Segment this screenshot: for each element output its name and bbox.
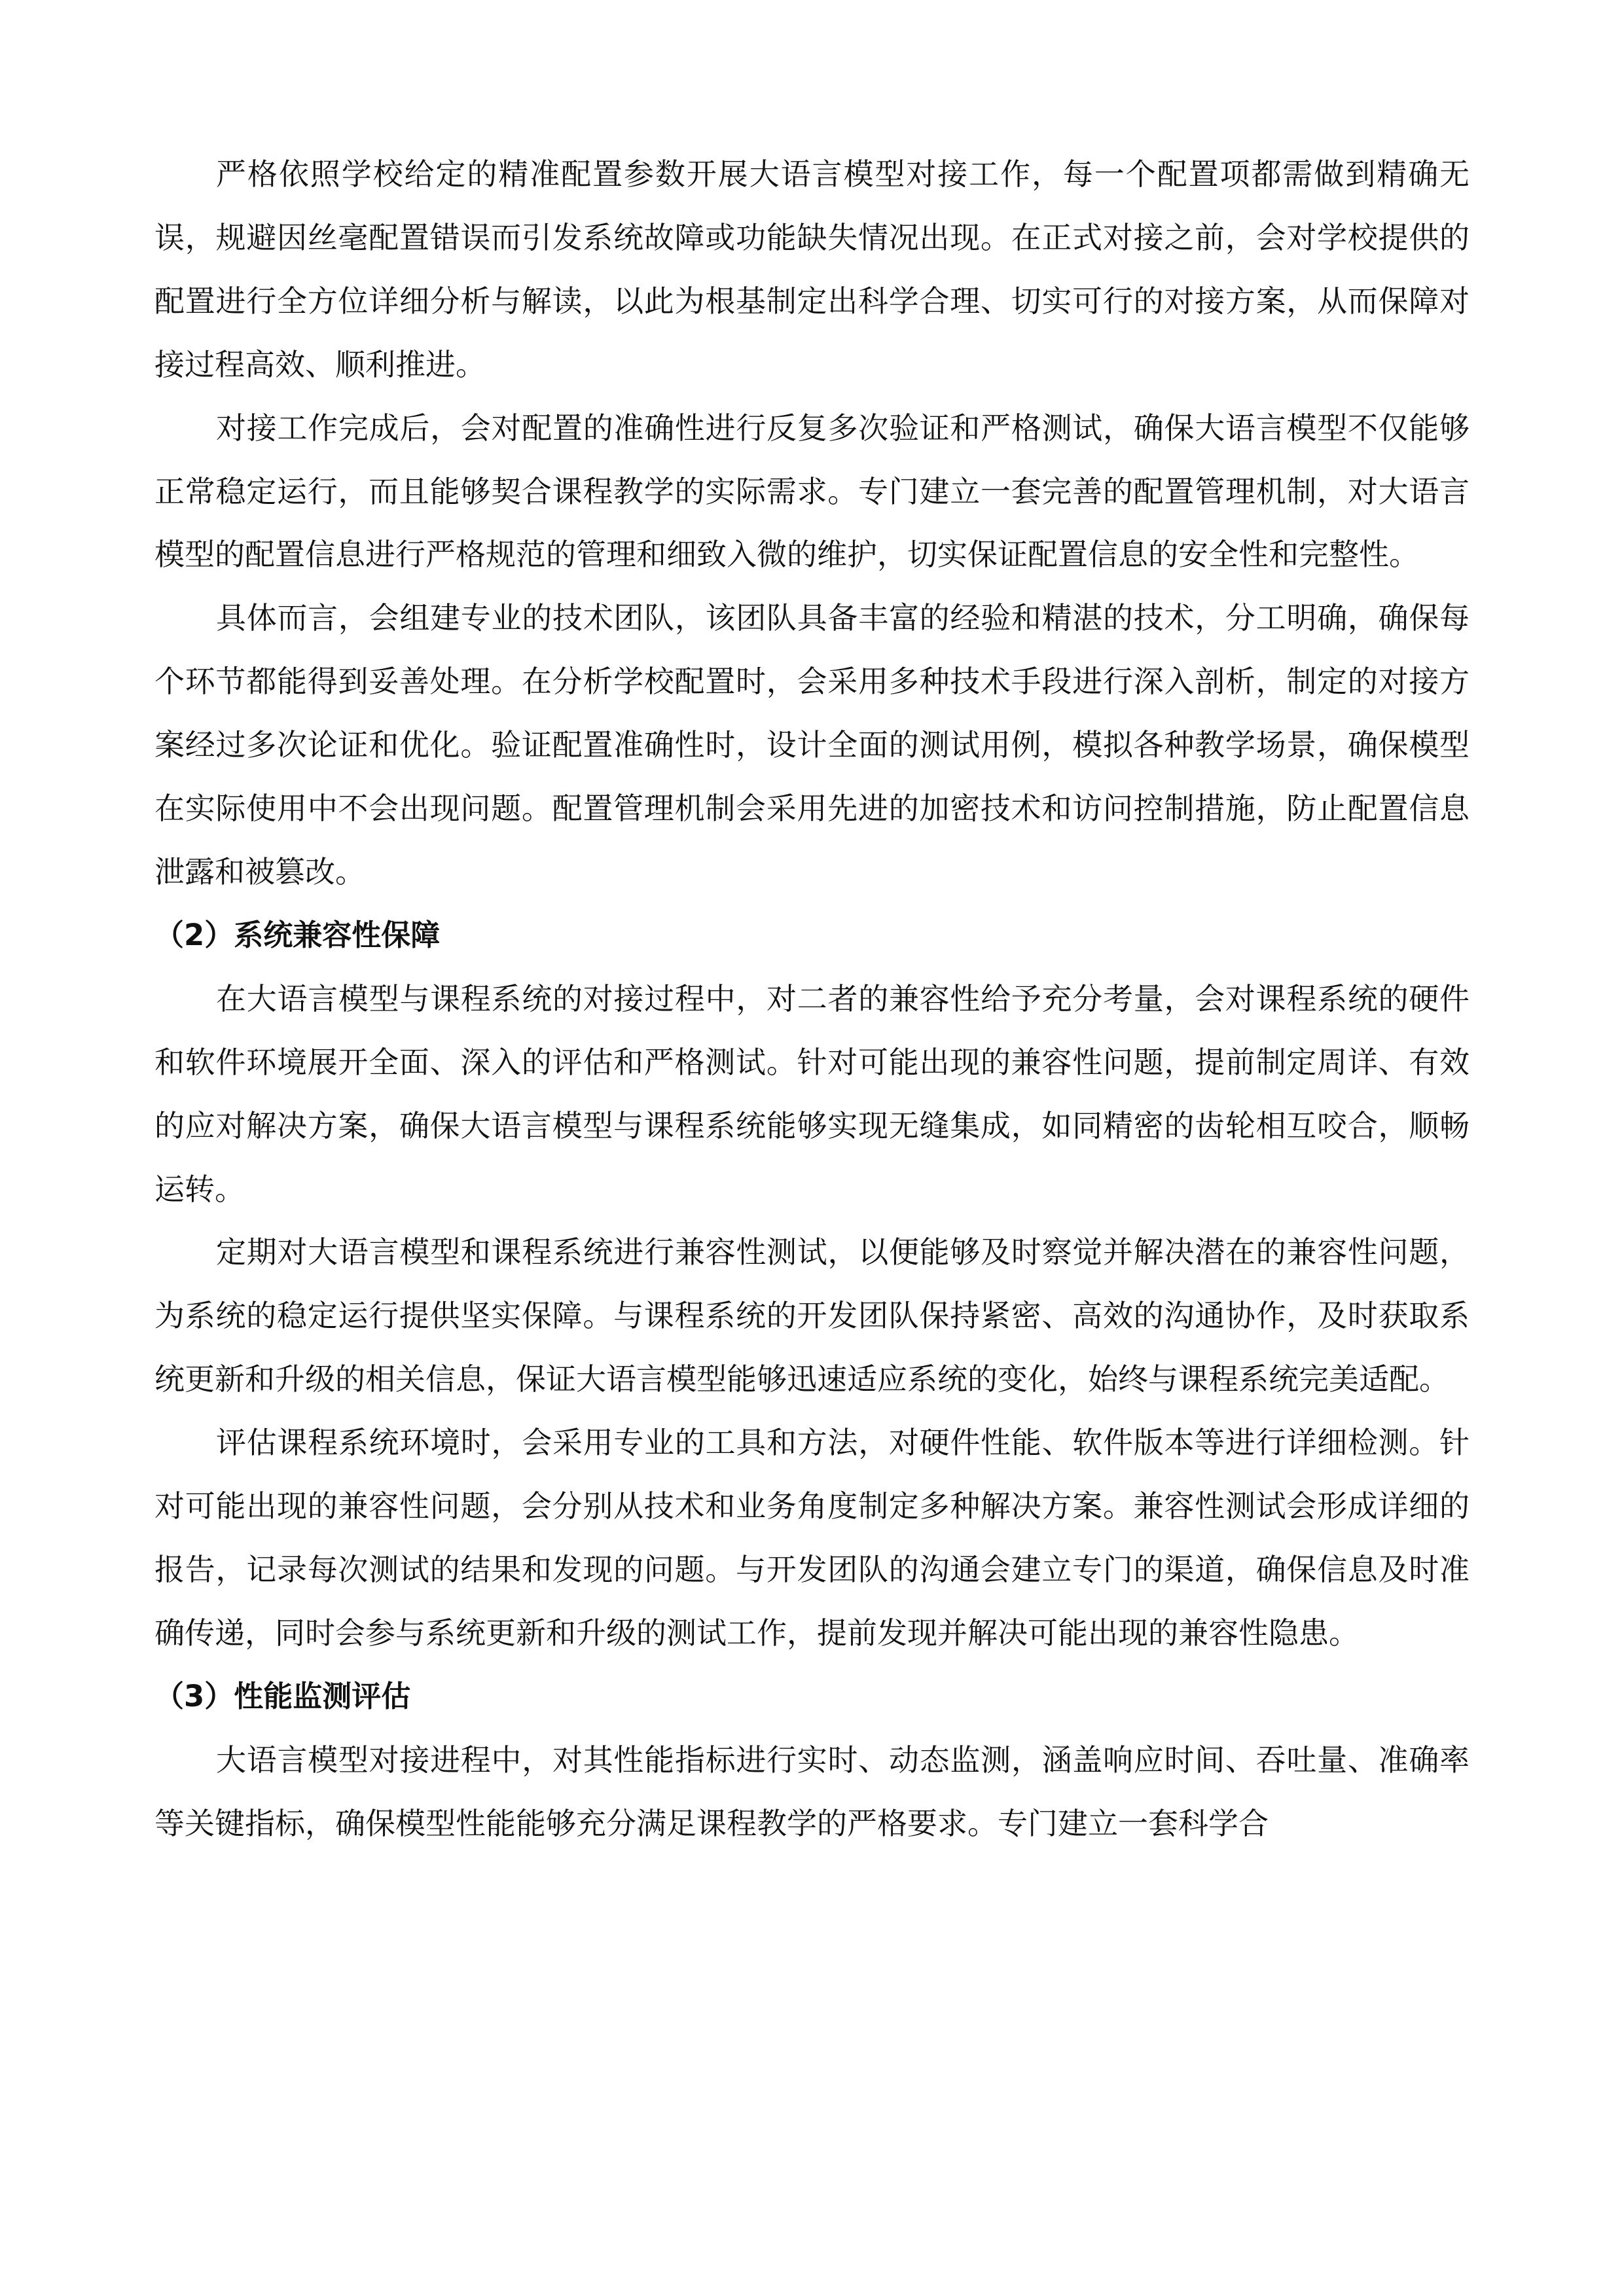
- paragraph-technical-team: 具体而言，会组建专业的技术团队，该团队具备丰富的经验和精湛的技术，分工明确，确保每个环节都能得到妥善处理。在分析学校配置时，会采用多种技术手段进行深入剖析，制定的对接方案经过多次论证和优化。验证配置准确性时，设计全面的测试用例，模拟各种教学场景，确保模型在实际使用中不会出现问题。配置管理机制会采用先进的加密技术和访问控制措施，防止配置信息泄露和被篡改。: [154, 600, 1470, 889]
- section-heading-performance: （3）性能监测评估: [154, 1678, 411, 1713]
- paragraph-environment-evaluation: 评估课程系统环境时，会采用专业的工具和方法，对硬件性能、软件版本等进行详细检测。针对可能出现的兼容性问题，会分别从技术和业务角度制定多种解决方案。兼容性测试会形成详细的报告，记录每次测试的结果和发现的问题。与开发团队的沟通会建立专门的渠道，确保信息及时准确传递，同时会参与系统更新和升级的测试工作，提前发现并解决可能出现的兼容性隐患。: [154, 1425, 1470, 1651]
- paragraph-performance-monitoring: 大语言模型对接进程中，对其性能指标进行实时、动态监测，涵盖响应时间、吞吐量、准确率等关键指标，确保模型性能能够充分满足课程教学的严格要求。专门建立一套科学合: [154, 1742, 1470, 1841]
- paragraph-config-verification: 对接工作完成后，会对配置的准确性进行反复多次验证和严格测试，确保大语言模型不仅能够正常稳定运行，而且能够契合课程教学的实际需求。专门建立一套完善的配置管理机制，对大语言模型的配置信息进行严格规范的管理和细致入微的维护，切实保证配置信息的安全性和完整性。: [154, 410, 1470, 573]
- paragraph-compatibility-testing: 定期对大语言模型和课程系统进行兼容性测试，以便能够及时察觉并解决潜在的兼容性问题，为系统的稳定运行提供坚实保障。与课程系统的开发团队保持紧密、高效的沟通协作，及时获取系统更新和升级的相关信息，保证大语言模型能够迅速适应系统的变化，始终与课程系统完美适配。: [154, 1234, 1470, 1397]
- paragraph-config-accuracy: 严格依照学校给定的精准配置参数开展大语言模型对接工作，每一个配置项都需做到精确无误，规避因丝毫配置错误而引发系统故障或功能缺失情况出现。在正式对接之前，会对学校提供的配置进行全方位详细分析与解读，以此为根基制定出科学合理、切实可行的对接方案，从而保障对接过程高效、顺利推进。: [154, 156, 1470, 382]
- document-body: [154, 143, 1470, 1855]
- paragraph-compatibility-assessment: 在大语言模型与课程系统的对接过程中，对二者的兼容性给予充分考量，会对课程系统的硬件和软件环境展开全面、深入的评估和严格测试。针对可能出现的兼容性问题，提前制定周详、有效的应对解决方案，确保大语言模型与课程系统能够实现无缝集成，如同精密的齿轮相互咬合，顺畅运转。: [154, 980, 1470, 1207]
- section-heading-compatibility: （2）系统兼容性保障: [154, 917, 441, 952]
